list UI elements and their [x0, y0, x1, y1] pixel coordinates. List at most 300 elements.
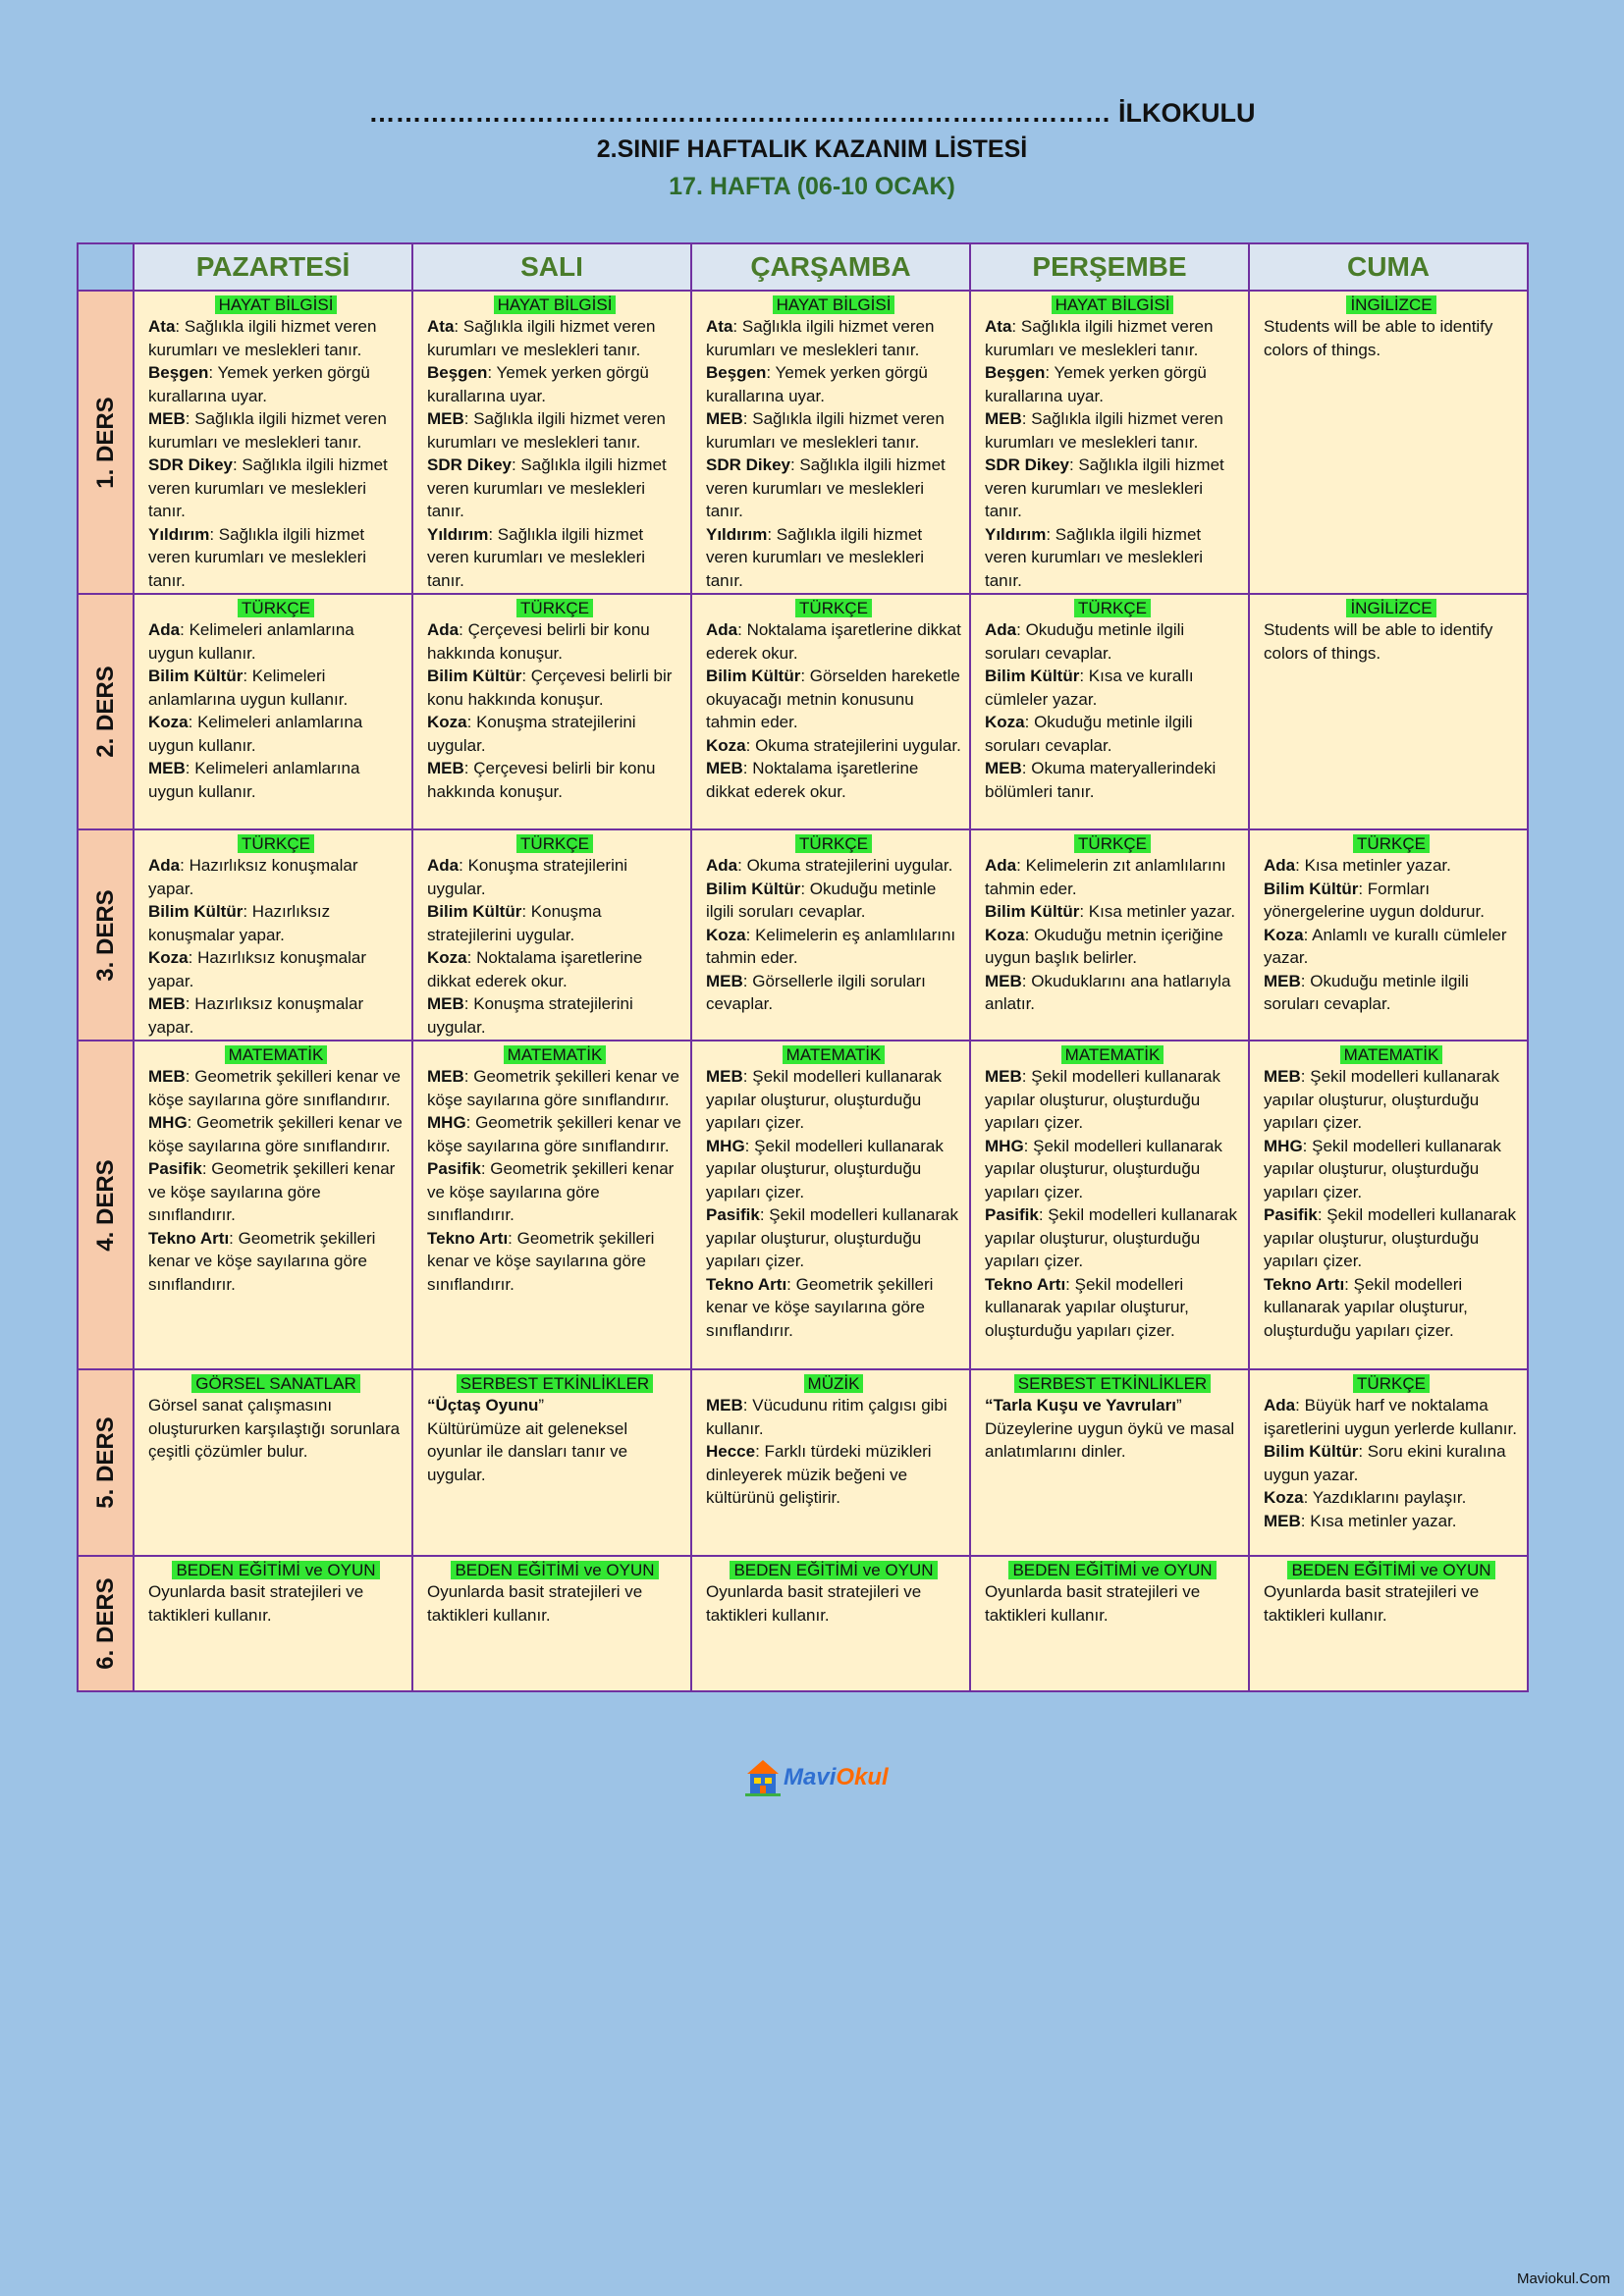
publisher-name: Ada	[148, 620, 181, 639]
outcome-text: : Konuşma stratejilerini uygular.	[427, 856, 628, 898]
outcome-entry	[148, 711, 404, 757]
lesson-cell	[412, 291, 691, 594]
publisher-name: MEB	[427, 409, 464, 428]
publisher-name: MEB	[706, 759, 743, 777]
publisher-name: Ada	[985, 856, 1017, 875]
outcome-text: : Kelimeleri anlamlarına uygun kullanır.	[148, 713, 363, 755]
subject-label: HAYAT BİLGİSİ	[215, 295, 338, 314]
publisher-name: MEB	[1264, 971, 1301, 990]
outcome-text: : Görsellerle ilgili soruları cevaplar.	[706, 971, 926, 1013]
outcome-entry	[148, 854, 404, 900]
outcome-text: : Sağlıkla ilgili hizmet veren kurumları ve meslekleri tanır.	[427, 317, 656, 359]
lesson-cell	[970, 594, 1249, 829]
subject-label: HAYAT BİLGİSİ	[1052, 295, 1174, 314]
day-header: CUMA	[1249, 243, 1528, 291]
lesson-cell	[134, 594, 412, 829]
publisher-name: Koza	[148, 713, 189, 731]
outcome-text: : Formları yönergelerine uygun doldurur.	[1264, 879, 1485, 921]
subject-tag	[148, 1559, 404, 1580]
lesson-cell	[134, 1369, 412, 1556]
publisher-name: Tekno Artı	[148, 1228, 230, 1248]
outcome-text: Oyunlarda basit stratejileri ve taktikleri kullanır.	[1264, 1582, 1480, 1625]
subject-label: MÜZİK	[804, 1374, 864, 1393]
publisher-name: Pasifik	[985, 1205, 1039, 1224]
subject-label: TÜRKÇE	[1353, 1374, 1430, 1393]
outcome-entry	[1264, 315, 1519, 361]
outcome-entry	[1264, 970, 1519, 1016]
publisher-name: SDR Dikey	[706, 455, 790, 474]
outcome-entry	[427, 454, 682, 523]
footer-site: Maviokul.Com	[1516, 2270, 1610, 2287]
publisher-name: Beşgen	[985, 363, 1046, 382]
outcome-entry	[427, 1065, 682, 1111]
lesson-cell	[1249, 1556, 1528, 1691]
outcome-text: : Sağlıkla ilgili hizmet veren kurumları ve meslekleri tanır.	[427, 524, 646, 590]
publisher-name: MEB	[985, 409, 1022, 428]
subject-tag	[1264, 1372, 1519, 1394]
subject-label: MATEMATİK	[1340, 1045, 1443, 1064]
publisher-name: “Üçtaş Oyunu	[427, 1396, 539, 1415]
outcome-entry	[985, 361, 1240, 407]
lesson-cell	[134, 1041, 412, 1369]
outcome-entry	[148, 618, 404, 665]
publisher-name: Tekno Artı	[427, 1228, 509, 1248]
outcome-text: : Şekil modelleri kullanarak yapılar oluşturur, oluşturduğu yapıları çizer.	[706, 1067, 942, 1132]
subject-label: MATEMATİK	[783, 1045, 886, 1064]
outcome-text: : Kelimeleri anlamlarına uygun kullanır.	[148, 667, 349, 709]
outcome-entry	[427, 523, 682, 593]
outcome-entry	[985, 924, 1240, 970]
outcome-text: : Noktalama işaretlerine dikkat ederek okur.	[706, 759, 919, 801]
publisher-name: MEB	[985, 759, 1022, 777]
publisher-name: Koza	[148, 948, 189, 967]
outcome-entry	[1264, 878, 1519, 924]
outcome-entry	[985, 757, 1240, 803]
outcome-entry	[706, 1273, 961, 1343]
outcome-entry	[985, 900, 1240, 924]
publisher-name: MHG	[427, 1113, 466, 1132]
outcome-entry	[985, 1580, 1240, 1627]
subject-tag	[148, 1372, 404, 1394]
outcome-entry	[706, 315, 961, 361]
outcome-text: Students will be able to identify colors of things.	[1264, 317, 1493, 359]
publisher-name: MEB	[427, 759, 464, 777]
subject-label: SERBEST ETKİNLİKLER	[457, 1374, 653, 1393]
publisher-name: Ada	[1264, 856, 1296, 875]
outcome-text: : Okuma stratejilerini uygular.	[737, 856, 953, 875]
outcome-entry	[148, 900, 404, 946]
outcome-entry	[148, 315, 404, 361]
outcome-entry	[706, 1580, 961, 1627]
outcome-text: : Şekil modelleri kullanarak yapılar oluşturur, oluşturduğu yapıları çizer.	[706, 1136, 944, 1201]
publisher-name: Yıldırım	[706, 524, 768, 544]
outcome-entry	[1264, 1580, 1519, 1627]
outcome-entry	[706, 454, 961, 523]
lesson-label-cell	[78, 1041, 134, 1369]
subject-tag	[1264, 1043, 1519, 1065]
publisher-name: Ata	[427, 317, 455, 336]
subject-label: TÜRKÇE	[516, 834, 593, 853]
publisher-name: MEB	[148, 409, 186, 428]
lesson-label-cell	[78, 1369, 134, 1556]
subject-tag	[427, 1043, 682, 1065]
publisher-name: Ada	[706, 856, 738, 875]
outcome-entry	[985, 618, 1240, 665]
publisher-name: Ada	[148, 856, 181, 875]
subject-tag	[706, 294, 961, 315]
outcome-entry	[985, 1394, 1240, 1417]
subject-tag	[985, 832, 1240, 854]
lesson-cell	[1249, 291, 1528, 594]
outcome-text: Kültürümüze ait geleneksel oyunlar ile dansları tanır ve uygular.	[427, 1418, 628, 1484]
lesson-label-cell	[78, 829, 134, 1041]
subject-label: TÜRKÇE	[1074, 599, 1151, 617]
outcome-text: ”	[1175, 1396, 1182, 1415]
subject-label: BEDEN EĞİTİMİ ve OYUN	[172, 1561, 379, 1579]
publisher-name: Beşgen	[427, 363, 488, 382]
publisher-name: Pasifik	[706, 1205, 760, 1224]
publisher-name: MEB	[1264, 1511, 1301, 1530]
publisher-name: SDR Dikey	[985, 455, 1069, 474]
publisher-name: Pasifik	[1264, 1205, 1318, 1224]
publisher-name: Yıldırım	[148, 524, 210, 544]
lesson-label: 1. DERS	[91, 396, 119, 489]
weekly-plan-table	[77, 242, 1529, 1692]
lesson-cell	[1249, 1041, 1528, 1369]
lesson-label-cell	[78, 594, 134, 829]
publisher-name: Hecce	[706, 1442, 756, 1461]
logo-text-mavi: Mavi	[784, 1764, 837, 1790]
outcome-entry	[985, 1203, 1240, 1273]
outcome-text: : Çerçevesi belirli bir konu hakkında konuşur.	[427, 759, 656, 801]
publisher-name: MEB	[706, 409, 743, 428]
outcome-text: : Okuma stratejilerini uygular.	[745, 735, 961, 755]
lesson-cell	[691, 291, 970, 594]
subject-label: MATEMATİK	[504, 1045, 607, 1064]
outcome-entry	[1264, 618, 1519, 665]
outcome-entry	[1264, 1135, 1519, 1204]
subject-tag	[985, 294, 1240, 315]
lesson-cell	[691, 829, 970, 1041]
subject-label: GÖRSEL SANATLAR	[191, 1374, 359, 1393]
publisher-name: Bilim Kültür	[1264, 879, 1359, 898]
publisher-name: Ata	[148, 317, 176, 336]
outcome-text: : Noktalama işaretlerine dikkat ederek okur.	[706, 620, 961, 663]
outcome-text: : Kelimelerin eş anlamlılarını tahmin eder.	[706, 925, 956, 967]
outcome-entry	[985, 407, 1240, 454]
outcome-text: : Okuduğu metinle ilgili soruları cevaplar.	[706, 879, 937, 921]
lesson-row	[78, 1556, 1528, 1691]
publisher-name: MEB	[427, 1067, 464, 1086]
outcome-entry	[427, 946, 682, 992]
lesson-label: 4. DERS	[91, 1158, 119, 1252]
outcome-entry	[706, 361, 961, 407]
outcome-text: : Yemek yerken görgü kurallarına uyar.	[706, 363, 928, 405]
subject-tag	[1264, 1559, 1519, 1580]
outcome-entry	[1264, 1394, 1519, 1440]
subject-label: BEDEN EĞİTİMİ ve OYUN	[1008, 1561, 1216, 1579]
outcome-text: : Sağlıkla ilgili hizmet veren kurumları ve meslekleri tanır.	[985, 409, 1223, 452]
lesson-cell	[412, 1369, 691, 1556]
outcome-text: : Geometrik şekilleri kenar ve köşe sayılarına göre sınıflandırır.	[427, 1228, 655, 1294]
publisher-name: Bilim Kültür	[427, 667, 522, 685]
subject-label: TÜRKÇE	[795, 599, 872, 617]
outcome-entry	[1264, 1273, 1519, 1343]
outcome-entry	[427, 711, 682, 757]
outcome-entry	[427, 618, 682, 665]
outcome-entry	[427, 1580, 682, 1627]
subject-label: TÜRKÇE	[795, 834, 872, 853]
subject-tag	[148, 1043, 404, 1065]
outcome-entry	[706, 878, 961, 924]
outcome-entry	[427, 854, 682, 900]
outcome-entry	[985, 1273, 1240, 1343]
subject-tag	[706, 1372, 961, 1394]
publisher-name: Bilim Kültür	[148, 902, 244, 921]
subject-tag	[427, 1372, 682, 1394]
outcome-entry	[706, 1394, 961, 1440]
outcome-text: Students will be able to identify colors of things.	[1264, 620, 1493, 663]
publisher-name: Ata	[985, 317, 1012, 336]
outcome-entry	[1264, 1486, 1519, 1510]
outcome-entry	[427, 1417, 682, 1487]
publisher-name: Koza	[1264, 925, 1304, 944]
outcome-text: : Yemek yerken görgü kurallarına uyar.	[148, 363, 370, 405]
outcome-text: : Sağlıkla ilgili hizmet veren kurumları ve meslekleri tanır.	[148, 409, 387, 452]
lesson-cell	[412, 829, 691, 1041]
publisher-name: MHG	[148, 1113, 188, 1132]
lesson-cell	[134, 829, 412, 1041]
outcome-entry	[985, 1065, 1240, 1135]
outcome-entry	[985, 1417, 1240, 1464]
outcome-text: : Şekil modelleri kullanarak yapılar oluşturur, oluşturduğu yapıları çizer.	[985, 1205, 1238, 1270]
outcome-text: : Şekil modelleri kullanarak yapılar oluşturur, oluşturduğu yapıları çizer.	[1264, 1136, 1501, 1201]
subject-tag	[427, 832, 682, 854]
subject-label: TÜRKÇE	[1074, 834, 1151, 853]
subject-label: BEDEN EĞİTİMİ ve OYUN	[730, 1561, 937, 1579]
publisher-name: Bilim Kültür	[148, 667, 244, 685]
page-title: 2.SINIF HAFTALIK KAZANIM LİSTESİ	[596, 135, 1028, 163]
subject-label: BEDEN EĞİTİMİ ve OYUN	[451, 1561, 658, 1579]
outcome-text: : Okuduğu metinle ilgili soruları cevaplar.	[985, 620, 1185, 663]
publisher-name: Bilim Kültür	[427, 902, 522, 921]
outcome-entry	[706, 970, 961, 1016]
outcome-text: : Geometrik şekilleri kenar ve köşe sayılarına göre sınıflandırır.	[148, 1113, 403, 1155]
outcome-entry	[706, 1440, 961, 1510]
logo-text	[784, 1764, 889, 1791]
subject-tag	[706, 1043, 961, 1065]
subject-tag	[985, 1043, 1240, 1065]
publisher-name: Pasifik	[427, 1159, 481, 1178]
publisher-name: Beşgen	[706, 363, 767, 382]
publisher-name: Koza	[985, 925, 1025, 944]
outcome-entry	[427, 900, 682, 946]
outcome-text: : Sağlıkla ilgili hizmet veren kurumları ve meslekleri tanır.	[148, 317, 377, 359]
outcome-entry	[427, 1394, 682, 1417]
outcome-text: Görsel sanat çalışmasını oluştururken karşılaştığı sorunlara çeşitli çözümler bulur.	[148, 1396, 401, 1461]
outcome-entry	[148, 1157, 404, 1227]
outcome-text: : Şekil modelleri kullanarak yapılar oluşturur, oluşturduğu yapıları çizer.	[706, 1205, 959, 1270]
lesson-cell	[134, 291, 412, 594]
outcome-entry	[985, 711, 1240, 757]
publisher-name: Koza	[1264, 1488, 1304, 1507]
outcome-entry	[148, 665, 404, 711]
lesson-cell	[970, 1556, 1249, 1691]
outcome-text: : Kelimelerin zıt anlamlılarını tahmin eder.	[985, 856, 1226, 898]
publisher-name: Koza	[427, 948, 467, 967]
outcome-text: Oyunlarda basit stratejileri ve taktikleri kullanır.	[706, 1582, 922, 1625]
outcome-entry	[148, 407, 404, 454]
outcome-text: : Sağlıkla ilgili hizmet veren kurumları ve meslekleri tanır.	[985, 455, 1224, 520]
day-header: SALI	[412, 243, 691, 291]
lesson-cell	[691, 1369, 970, 1556]
publisher-name: Koza	[985, 713, 1025, 731]
week-subtitle: 17. HAFTA (06-10 OCAK)	[669, 173, 955, 200]
outcome-text: Oyunlarda basit stratejileri ve taktikleri kullanır.	[985, 1582, 1201, 1625]
outcome-text: ”	[538, 1396, 545, 1415]
day-header: PAZARTESİ	[134, 243, 412, 291]
outcome-text: : Anlamlı ve kurallı cümleler yazar.	[1264, 925, 1507, 967]
outcome-text: : Sağlıkla ilgili hizmet veren kurumları ve meslekleri tanır.	[427, 409, 666, 452]
subject-label: HAYAT BİLGİSİ	[494, 295, 617, 314]
outcome-text: : Sağlıkla ilgili hizmet veren kurumları ve meslekleri tanır.	[706, 317, 935, 359]
outcome-entry	[1264, 1510, 1519, 1533]
outcome-entry	[148, 1227, 404, 1297]
outcome-text: Düzeylerine uygun öykü ve masal anlatımlarını dinler.	[985, 1418, 1235, 1461]
subject-tag	[148, 294, 404, 315]
outcome-text: : Görselden hareketle okuyacağı metnin konusunu tahmin eder.	[706, 667, 960, 731]
lesson-cell	[970, 1041, 1249, 1369]
lesson-label-cell	[78, 291, 134, 594]
lesson-label: 3. DERS	[91, 888, 119, 982]
publisher-name: MEB	[985, 971, 1022, 990]
outcome-text: : Geometrik şekilleri kenar ve köşe sayılarına göre sınıflandırır.	[427, 1067, 679, 1109]
outcome-entry	[706, 618, 961, 665]
subject-label: HAYAT BİLGİSİ	[773, 295, 895, 314]
outcome-entry	[985, 854, 1240, 900]
subject-label: MATEMATİK	[1061, 1045, 1164, 1064]
subject-tag	[985, 1372, 1240, 1394]
subject-tag	[1264, 294, 1519, 315]
outcome-text: : Sağlıkla ilgili hizmet veren kurumları ve meslekleri tanır.	[706, 409, 945, 452]
subject-tag	[706, 832, 961, 854]
outcome-entry	[706, 924, 961, 970]
outcome-text: : Çerçevesi belirli bir konu hakkında konuşur.	[427, 667, 673, 709]
subject-tag	[427, 294, 682, 315]
subject-label: İNGİLİZCE	[1346, 295, 1435, 314]
outcome-text: : Şekil modelleri kullanarak yapılar oluşturur, oluşturduğu yapıları çizer.	[1264, 1067, 1499, 1132]
publisher-name: Yıldırım	[427, 524, 489, 544]
subject-label: MATEMATİK	[225, 1045, 328, 1064]
outcome-text: : Büyük harf ve noktalama işaretlerini uygun yerlerde kullanır.	[1264, 1396, 1517, 1438]
subject-tag	[706, 597, 961, 618]
outcome-entry	[148, 361, 404, 407]
lesson-label: 6. DERS	[91, 1577, 119, 1670]
publisher-name: MEB	[985, 1067, 1022, 1086]
publisher-name: Bilim Kültür	[1264, 1442, 1359, 1461]
publisher-name: MEB	[706, 971, 743, 990]
publisher-name: Pasifik	[148, 1159, 202, 1178]
publisher-name: MHG	[1264, 1136, 1303, 1155]
outcome-entry	[427, 361, 682, 407]
outcome-text: : Konuşma stratejilerini uygular.	[427, 994, 633, 1037]
outcome-entry	[427, 1157, 682, 1227]
outcome-entry	[1264, 854, 1519, 878]
outcome-entry	[148, 1394, 404, 1464]
outcome-text: : Kelimeleri anlamlarına uygun kullanır.	[148, 759, 360, 801]
outcome-entry	[706, 407, 961, 454]
subject-label: BEDEN EĞİTİMİ ve OYUN	[1287, 1561, 1494, 1579]
outcome-text: : Okuduğu metinle ilgili soruları cevaplar.	[985, 713, 1193, 755]
publisher-name: Bilim Kültür	[985, 667, 1080, 685]
outcome-text: : Hazırlıksız konuşmalar yapar.	[148, 902, 331, 944]
publisher-name: SDR Dikey	[148, 455, 233, 474]
outcome-entry	[1264, 1065, 1519, 1135]
outcome-text: : Çerçevesi belirli bir konu hakkında konuşur.	[427, 620, 650, 663]
lesson-row	[78, 594, 1528, 829]
outcome-text: : Şekil modelleri kullanarak yapılar oluşturur, oluşturduğu yapıları çizer.	[1264, 1274, 1468, 1340]
outcome-text: : Sağlıkla ilgili hizmet veren kurumları ve meslekleri tanır.	[148, 455, 388, 520]
outcome-text: : Sağlıkla ilgili hizmet veren kurumları ve meslekleri tanır.	[148, 524, 367, 590]
publisher-name: “Tarla Kuşu ve Yavruları	[985, 1396, 1176, 1415]
outcome-text: : Şekil modelleri kullanarak yapılar oluşturur, oluşturduğu yapıları çizer.	[985, 1136, 1222, 1201]
publisher-name: MHG	[706, 1136, 745, 1155]
outcome-text: : Yazdıklarını paylaşır.	[1303, 1488, 1467, 1507]
outcome-entry	[427, 757, 682, 803]
lesson-cell	[970, 1369, 1249, 1556]
publisher-name: Yıldırım	[985, 524, 1047, 544]
outcome-text: : Noktalama işaretlerine dikkat ederek okur.	[427, 948, 643, 990]
outcome-entry	[985, 454, 1240, 523]
outcome-text: : Yemek yerken görgü kurallarına uyar.	[427, 363, 649, 405]
outcome-entry	[1264, 1440, 1519, 1486]
publisher-name: MEB	[1264, 1067, 1301, 1086]
publisher-name: Ada	[706, 620, 738, 639]
outcome-entry	[706, 1203, 961, 1273]
day-header: PERŞEMBE	[970, 243, 1249, 291]
school-name-line: ………………………………………………………………………… İLKOKULU	[368, 98, 1256, 128]
outcome-text: : Yemek yerken görgü kurallarına uyar.	[985, 363, 1207, 405]
publisher-name: Ada	[427, 620, 460, 639]
outcome-text: : Konuşma stratejilerini uygular.	[427, 902, 602, 944]
outcome-text: Oyunlarda basit stratejileri ve taktikleri kullanır.	[427, 1582, 643, 1625]
publisher-name: Koza	[706, 735, 746, 755]
publisher-name: MEB	[148, 994, 186, 1013]
publisher-name: MEB	[148, 759, 186, 777]
outcome-entry	[427, 992, 682, 1039]
outcome-text: : Sağlıkla ilgili hizmet veren kurumları ve meslekleri tanır.	[985, 524, 1204, 590]
outcome-text: : Soru ekini kuralına uygun yazar.	[1264, 1442, 1506, 1484]
outcome-text: : Şekil modelleri kullanarak yapılar oluşturur, oluşturduğu yapıları çizer.	[985, 1274, 1189, 1340]
lesson-row	[78, 829, 1528, 1041]
publisher-name: Ada	[985, 620, 1017, 639]
subject-tag	[148, 832, 404, 854]
publisher-name: Tekno Artı	[985, 1274, 1066, 1294]
outcome-entry	[148, 1111, 404, 1157]
publisher-name: MEB	[148, 1067, 186, 1086]
outcome-entry	[985, 970, 1240, 1016]
publisher-name: Ada	[427, 856, 460, 875]
outcome-entry	[148, 454, 404, 523]
day-header-row	[78, 243, 1528, 291]
table-corner	[78, 243, 134, 291]
subject-tag	[706, 1559, 961, 1580]
publisher-name: SDR Dikey	[427, 455, 512, 474]
lesson-cell	[412, 1041, 691, 1369]
lesson-cell	[1249, 1369, 1528, 1556]
lesson-cell	[691, 1556, 970, 1691]
lesson-cell	[1249, 829, 1528, 1041]
